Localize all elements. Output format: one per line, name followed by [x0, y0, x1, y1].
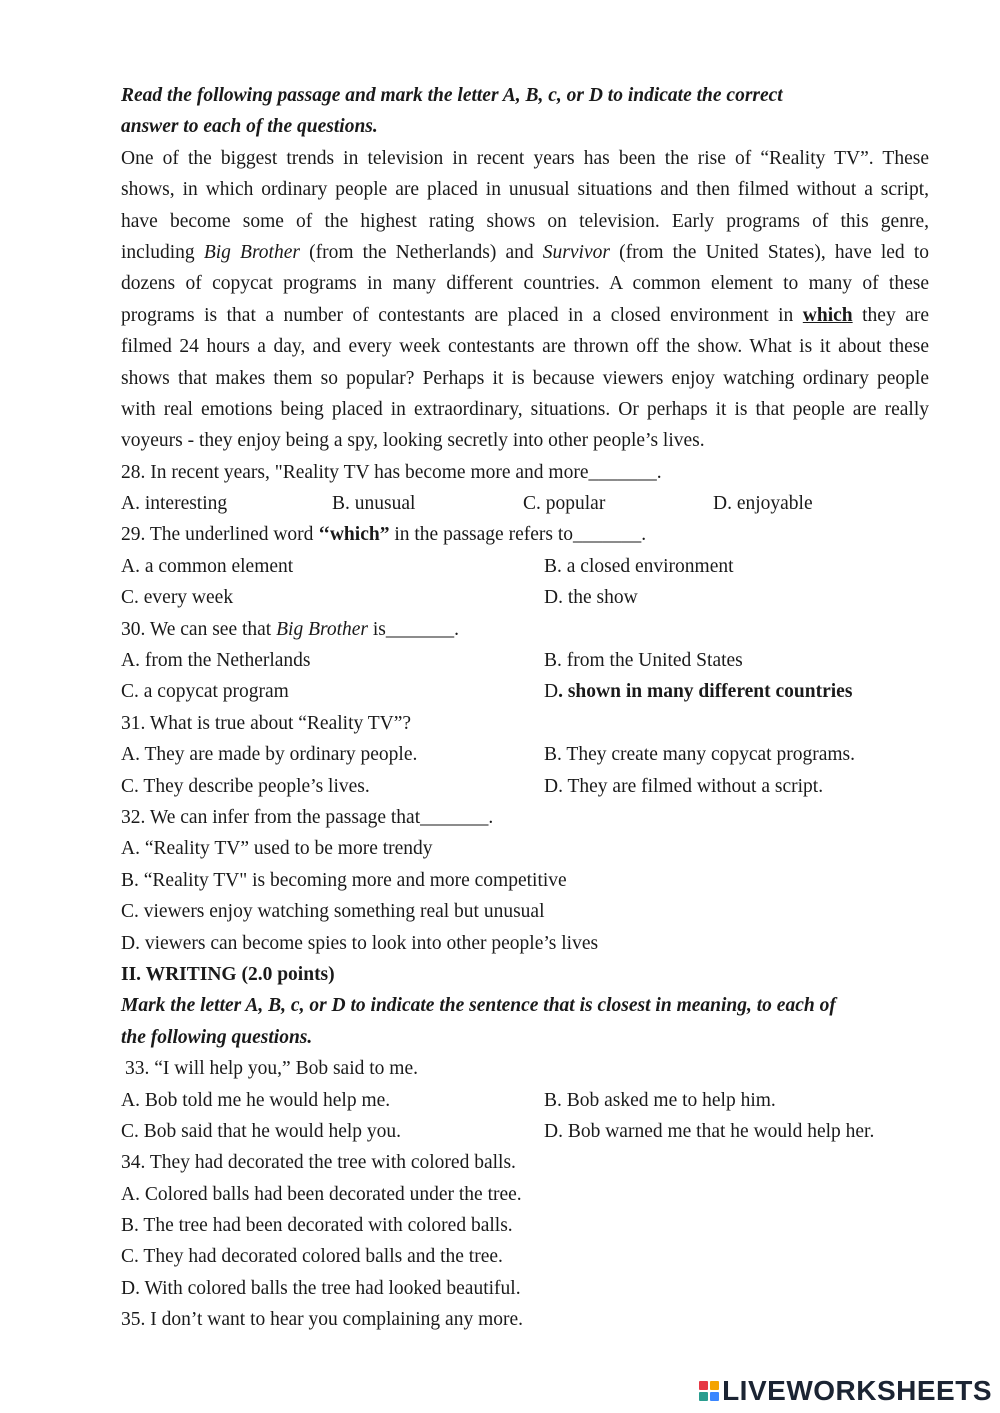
- underlined-word-which: which: [802, 304, 853, 326]
- question-33-options: [121, 1116, 929, 1147]
- writing-instruction: Mark the letter A, B, c, or D to indicate the sentence that is closest in meaning, to each of: [121, 995, 836, 1017]
- passage-line: dozens of copycat programs in many different countries. A common element to many of these: [121, 273, 929, 295]
- reading-instruction-cont: answer to each of the questions.: [121, 116, 378, 138]
- option-c[interactable]: C. a copycat program: [121, 681, 289, 703]
- passage-line: have become some of the highest rating shows on television. Early programs of this genre,: [121, 210, 929, 232]
- option-c[interactable]: C. Bob said that he would help you.: [121, 1120, 402, 1142]
- option-c[interactable]: C. every week: [121, 587, 234, 609]
- question-31-options: [121, 739, 929, 770]
- liveworksheets-logo: [699, 1375, 992, 1407]
- option-d[interactable]: D. They are filmed without a script.: [544, 775, 824, 797]
- question-35: 35. I don’t want to hear you complaining any more.: [121, 1309, 524, 1331]
- option-d[interactable]: D. With colored balls the tree had looked beautiful.: [121, 1277, 521, 1299]
- question-30-options: [121, 676, 929, 707]
- liveworksheets-icon: [699, 1381, 719, 1401]
- title-survivor: Survivor: [542, 241, 610, 263]
- question-31: 31. What is true about “Reality TV”?: [121, 712, 412, 734]
- option-a[interactable]: A. from the Netherlands: [121, 650, 311, 672]
- question-29-options: [121, 582, 929, 613]
- option-b[interactable]: B. a closed environment: [544, 555, 734, 577]
- option-b[interactable]: B. The tree had been decorated with colored balls.: [121, 1215, 513, 1237]
- option-a[interactable]: A. Colored balls had been decorated under the tree.: [121, 1183, 522, 1205]
- option-b[interactable]: B. “Reality TV" is becoming more and more competitive: [121, 869, 567, 891]
- writing-heading: II. WRITING (2.0 points): [121, 963, 335, 985]
- option-d[interactable]: D. viewers can become spies to look into other people’s lives: [121, 932, 599, 954]
- option-c[interactable]: C. popular: [523, 493, 606, 515]
- passage-line: voyeurs - they enjoy being a spy, looking secretly into other people’s lives.: [121, 430, 705, 452]
- option-d[interactable]: D. Bob warned me that he would help her.: [544, 1120, 875, 1142]
- question-29-options: [121, 551, 929, 582]
- option-b[interactable]: B. Bob asked me to help him.: [544, 1089, 776, 1111]
- option-b[interactable]: B. unusual: [332, 493, 416, 515]
- option-a[interactable]: A. “Reality TV” used to be more trendy: [121, 838, 433, 860]
- question-28-options: [121, 488, 929, 519]
- passage-line: including Big Brother (from the Netherlands) and Survivor (from the United States), have led to: [121, 241, 929, 263]
- passage-line: programs is that a number of contestants are placed in a closed environment in which they are: [121, 304, 929, 326]
- logo-square-red: [699, 1381, 708, 1390]
- option-a[interactable]: A. interesting: [121, 493, 228, 515]
- option-b[interactable]: B. They create many copycat programs.: [544, 744, 855, 766]
- passage-line: One of the biggest trends in television in recent years has been the rise of “Reality TV”. These: [121, 147, 929, 169]
- logo-square-orange: [710, 1381, 719, 1390]
- option-d[interactable]: D. enjoyable: [713, 493, 813, 515]
- question-31-options: [121, 771, 929, 802]
- option-c[interactable]: C. They describe people’s lives.: [121, 775, 370, 797]
- title-big-brother: Big Brother: [203, 241, 300, 263]
- logo-square-green: [699, 1392, 708, 1401]
- question-29: 29. The underlined word ‘‘which” in the passage refers to_______.: [121, 524, 647, 546]
- passage-line: filmed 24 hours a day, and every week contestants are thrown off the show. What is it about these: [121, 336, 929, 358]
- option-a[interactable]: A. Bob told me he would help me.: [121, 1089, 391, 1111]
- question-30: 30. We can see that Big Brother is_______.: [121, 618, 460, 640]
- option-d[interactable]: D. the show: [544, 587, 638, 609]
- option-b[interactable]: B. from the United States: [544, 650, 743, 672]
- question-33-options: [121, 1085, 929, 1116]
- logo-square-blue: [710, 1392, 719, 1401]
- reading-instruction: Read the following passage and mark the letter A, B, c, or D to indicate the correct: [121, 85, 783, 106]
- question-33: 33. “I will help you,” Bob said to me.: [125, 1058, 418, 1080]
- writing-instruction-cont: the following questions.: [121, 1026, 313, 1048]
- option-a[interactable]: A. a common element: [121, 555, 294, 577]
- liveworksheets-wordmark: LIVEWORKSHEETS: [722, 1375, 992, 1406]
- option-a[interactable]: A. They are made by ordinary people.: [121, 744, 418, 766]
- option-d[interactable]: D. shown in many different countries: [544, 681, 853, 703]
- question-34: 34. They had decorated the tree with colored balls.: [121, 1152, 516, 1174]
- question-32: 32. We can infer from the passage that_______.: [121, 806, 494, 828]
- option-c[interactable]: C. viewers enjoy watching something real but unusual: [121, 901, 545, 923]
- question-28: 28. In recent years, "Reality TV has become more and more_______.: [121, 461, 662, 483]
- passage-line: shows that makes them so popular? Perhaps it is because viewers enjoy watching ordinary people: [121, 367, 929, 389]
- passage-line: shows, in which ordinary people are placed in unusual situations and then filmed without a script,: [121, 179, 929, 201]
- worksheet-page: [121, 80, 929, 1336]
- question-30-options: [121, 645, 929, 676]
- option-c[interactable]: C. They had decorated colored balls and the tree.: [121, 1246, 503, 1268]
- passage-line: with real emotions being placed in extraordinary, situations. Or perhaps it is that people are really: [121, 398, 929, 420]
